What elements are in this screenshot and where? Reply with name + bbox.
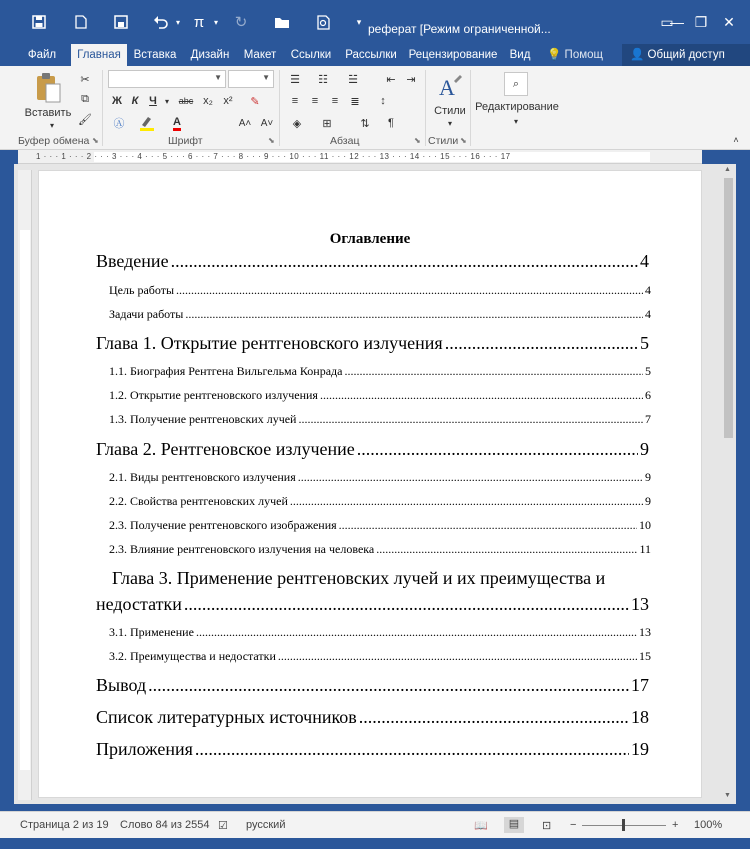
bullets-icon[interactable]: ☰	[290, 73, 300, 86]
toc-entry[interactable]	[96, 594, 649, 615]
toc-page-number: 9	[645, 470, 651, 484]
word-count[interactable]: Слово 84 из 2554	[120, 819, 210, 831]
italic-button[interactable]: К	[131, 95, 139, 107]
paste-label: Вставить	[24, 107, 72, 119]
tab-review[interactable]: Рецензирование	[408, 49, 498, 61]
tab-mailings[interactable]: Рассылки	[345, 49, 397, 61]
toc-leader	[357, 439, 638, 460]
toc-entry[interactable]	[109, 364, 651, 379]
toc-entry[interactable]	[109, 283, 651, 298]
toc-entry[interactable]	[96, 675, 649, 696]
toc-leader	[176, 283, 643, 298]
toc-entry-text: 3.2. Преимущества и недостатки	[109, 649, 276, 663]
toc-entry[interactable]	[109, 625, 651, 640]
proofing-icon[interactable]: ☑	[218, 820, 228, 832]
shading-icon[interactable]: ◈	[292, 117, 302, 130]
status-bar	[0, 811, 750, 838]
undo-icon[interactable]	[150, 12, 172, 32]
vertical-ruler[interactable]	[18, 170, 32, 800]
underline-dropdown-icon[interactable]: ▾	[164, 96, 169, 106]
toc-page-number: 15	[639, 649, 651, 663]
pi-label: π	[193, 13, 205, 31]
toc-leader	[320, 388, 643, 403]
zoom-in-button[interactable]: +	[672, 819, 679, 831]
toc-entry-text: Вывод	[96, 675, 147, 695]
font-name-combo[interactable]	[108, 70, 226, 88]
lightbulb-icon: 💡	[547, 49, 562, 61]
tab-layout[interactable]: Макет	[243, 49, 277, 61]
scroll-thumb[interactable]	[724, 178, 733, 438]
bold-button[interactable]: Ж	[112, 95, 122, 107]
toc-leader	[344, 364, 643, 379]
multilevel-list-icon[interactable]: ☱	[348, 73, 358, 86]
styles-button-label: Стили	[434, 105, 466, 117]
toc-entry[interactable]	[109, 307, 651, 322]
toc-page-number: 9	[645, 494, 651, 508]
horizontal-ruler[interactable]	[18, 150, 702, 164]
paragraph-group-label: Абзац	[330, 135, 360, 147]
toc-entry-text: Глава 1. Открытие рентгеновского излучения	[96, 333, 443, 353]
svg-text:A: A	[439, 75, 455, 100]
paste-button[interactable]	[30, 70, 66, 106]
font-color-button[interactable]	[168, 114, 186, 132]
toc-entry-text: Глава 2. Рентгеновское излучение	[96, 439, 355, 459]
toc-entry[interactable]	[109, 388, 651, 403]
format-painter-icon[interactable]: 🖌	[78, 113, 92, 126]
zoom-slider-handle[interactable]	[622, 819, 625, 831]
redo-icon: ↻	[234, 14, 248, 31]
toc-page-number: 13	[631, 594, 649, 614]
numbering-icon[interactable]: ☷	[318, 73, 328, 86]
folder-open-icon[interactable]	[272, 12, 292, 32]
tab-help[interactable]	[540, 44, 610, 66]
toc-leader	[185, 307, 643, 322]
toc-page-number: 18	[631, 707, 649, 727]
toc-leader	[195, 739, 629, 760]
toc-page-number: 4	[640, 251, 649, 271]
language-indicator[interactable]: русский	[246, 819, 286, 831]
toc-entry[interactable]	[96, 439, 649, 460]
toc-entry[interactable]	[109, 542, 651, 557]
toc-page-number: 13	[639, 625, 651, 639]
toc-entry-text: Задачи работы	[109, 307, 184, 321]
vertical-scrollbar[interactable]	[721, 164, 736, 804]
show-marks-icon[interactable]: ¶	[388, 117, 394, 129]
separator	[102, 70, 103, 146]
toc-entry[interactable]	[96, 333, 649, 354]
toc-entry-text: 1.2. Открытие рентгеновского излучения	[109, 388, 318, 402]
align-left-icon[interactable]: ≡	[291, 95, 299, 107]
scroll-down-icon[interactable]: ▼	[724, 792, 731, 799]
share-label: Общий доступ	[647, 49, 725, 61]
line-spacing-icon[interactable]: ↕	[380, 95, 386, 107]
align-center-icon[interactable]: ≡	[311, 95, 319, 107]
title-bar	[0, 0, 750, 44]
tab-home[interactable]: Главная	[71, 44, 127, 66]
toc-page-number: 6	[645, 388, 651, 402]
decrease-indent-icon[interactable]: ⇤	[386, 73, 396, 86]
copy-icon[interactable]: ⧉	[81, 92, 89, 105]
equation-dropdown-icon[interactable]: ▾	[213, 17, 218, 27]
font-color-letter: A	[173, 116, 181, 131]
toc-leader	[339, 518, 637, 533]
customize-quick-access-icon[interactable]: ▾	[356, 16, 362, 27]
editing-dropdown-icon[interactable]: ▾	[513, 116, 518, 126]
restore-button[interactable]	[686, 14, 716, 31]
increase-indent-icon[interactable]: ⇥	[406, 73, 416, 86]
tab-insert[interactable]: Вставка	[133, 49, 177, 61]
web-layout-icon[interactable]: ⊡	[542, 820, 552, 832]
align-right-icon[interactable]: ≡	[331, 95, 339, 107]
toc-entry[interactable]	[96, 739, 649, 760]
toc-entry-text: Цель работы	[109, 283, 175, 297]
text-effects-icon[interactable]: Ⓐ	[113, 118, 125, 130]
zoom-level[interactable]: 100%	[694, 819, 723, 831]
toc-entry[interactable]	[109, 470, 651, 485]
scroll-up-icon[interactable]: ▲	[724, 166, 731, 173]
toc-entry-text: Введение	[96, 251, 169, 271]
strikethrough-button[interactable]: abc	[178, 96, 194, 106]
tab-design[interactable]: Дизайн	[190, 49, 230, 61]
save-icon[interactable]	[28, 12, 50, 32]
highlight-icon[interactable]	[138, 114, 156, 132]
font-size-combo[interactable]	[228, 70, 274, 88]
restore-icon: ❐	[694, 14, 708, 30]
shrink-font-button[interactable]: A˅	[260, 117, 274, 129]
window-title: реферат [Режим ограниченной...	[368, 22, 551, 36]
separator	[425, 70, 426, 146]
toc-entry[interactable]	[109, 494, 651, 509]
toc-entry[interactable]	[109, 649, 651, 664]
share-button[interactable]	[622, 44, 750, 66]
chevron-down-icon: ▼	[262, 73, 270, 82]
toc-page-number: 5	[645, 364, 651, 378]
toc-entry-text: недостатки	[96, 594, 182, 614]
toc-page-number: 7	[645, 412, 651, 426]
toc-leader	[290, 494, 643, 509]
borders-icon[interactable]: ⊞	[322, 117, 332, 130]
tab-view[interactable]: Вид	[509, 49, 531, 61]
sort-icon[interactable]: ⇅	[360, 117, 370, 130]
editing-button[interactable]: Редактирование	[475, 101, 559, 113]
window-border	[0, 838, 750, 849]
grow-font-button[interactable]: A˄	[238, 117, 252, 129]
ruler-numbers: 1 · · · 1 · · · 2 · · · 3 · · · 4 · · · 5 · · · 6 · · · 7 · · · 8 · · · 9 · · · 10 · · · 11 · · · 12 · · · 13 · · · 14 · · · 15 · · · 16 · · · 17	[36, 152, 511, 161]
undo-dropdown-icon[interactable]: ▾	[175, 17, 180, 27]
toc-entry-text: 2.2. Свойства рентгеновских лучей	[109, 494, 288, 508]
toc-page-number: 9	[640, 439, 649, 459]
toc-entry[interactable]	[109, 412, 651, 427]
toc-title: Оглавление	[329, 231, 411, 247]
tab-references[interactable]: Ссылки	[290, 49, 332, 61]
toc-entry-text: 3.1. Применение	[109, 625, 194, 639]
toc-page-number: 19	[631, 739, 649, 759]
font-launcher-icon[interactable]: ⬊	[268, 136, 275, 145]
person-icon: 👤	[630, 49, 645, 61]
close-button[interactable]	[714, 14, 744, 31]
toc-entry-text-line1[interactable]: Глава 3. Применение рентгеновских лучей и их преимущества и	[112, 568, 606, 588]
collapse-ribbon-icon[interactable]: ˄	[733, 135, 739, 145]
equation-button[interactable]	[190, 12, 208, 32]
close-icon: ✕	[723, 14, 735, 30]
subscript-button[interactable]: x₂	[203, 95, 213, 107]
underline-button[interactable]: Ч	[149, 95, 157, 107]
toc-leader	[278, 649, 637, 664]
clear-formatting-icon[interactable]: ✎	[250, 95, 260, 108]
print-preview-icon[interactable]	[314, 12, 334, 32]
toc-leader	[298, 412, 643, 427]
styles-dropdown-icon[interactable]: ▾	[447, 118, 452, 128]
ruler-text-area	[20, 230, 30, 770]
styles-icon[interactable]	[432, 70, 468, 104]
styles-group-label: Стили	[428, 135, 459, 147]
document-page[interactable]	[38, 170, 702, 798]
page-count[interactable]: Страница 2 из 19	[20, 819, 109, 831]
minimize-icon: —	[670, 14, 684, 30]
toc-entry-text: 2.3. Получение рентгеновского изображения	[109, 518, 337, 532]
print-layout-icon[interactable]: ▤	[504, 817, 524, 833]
ribbon-display-options-icon[interactable]: ▭	[660, 14, 674, 30]
toc-leader	[376, 542, 637, 557]
separator	[470, 70, 471, 146]
toc-leader	[298, 470, 643, 485]
toc-leader	[184, 594, 629, 615]
toc-entry[interactable]	[96, 251, 649, 272]
toc-leader	[171, 251, 638, 272]
toc-entry-text: 2.3. Влияние рентгеновского излучения на человека	[109, 542, 375, 556]
clipboard-launcher-icon[interactable]: ⬊	[92, 136, 99, 145]
font-group-label: Шрифт	[168, 135, 203, 147]
separator	[279, 70, 280, 146]
tab-file[interactable]: Файл	[27, 49, 57, 61]
paragraph-launcher-icon[interactable]: ⬊	[414, 136, 421, 145]
ribbon-tabs	[0, 44, 750, 66]
toc-leader	[359, 707, 629, 728]
toc-leader	[445, 333, 638, 354]
help-label: Помощ	[564, 49, 603, 61]
toc-entry[interactable]	[109, 518, 651, 533]
toc-entry-text: 1.3. Получение рентгеновских лучей	[109, 412, 297, 426]
ribbon	[0, 66, 750, 150]
paste-dropdown-icon[interactable]: ▾	[49, 120, 54, 130]
justify-icon[interactable]: ≣	[350, 95, 360, 108]
toc-entry-text: 2.1. Виды рентгеновского излучения	[109, 470, 296, 484]
toc-page-number: 5	[640, 333, 649, 353]
save-as-icon[interactable]	[110, 12, 132, 32]
toc-entry[interactable]	[96, 707, 649, 728]
cut-icon[interactable]: ✂	[80, 73, 90, 86]
toc-entry-text: 1.1. Биография Рентгена Вильгельма Конрада	[109, 364, 343, 378]
toc-entry-text: Список литературных источников	[96, 707, 357, 727]
toc-page-number: 10	[639, 518, 651, 532]
toc-page-number: 11	[639, 542, 651, 556]
read-mode-icon[interactable]: 📖	[474, 820, 488, 832]
toc-page-number: 4	[645, 283, 651, 297]
toc-entry-text: Приложения	[96, 739, 193, 759]
zoom-out-button[interactable]: −	[570, 819, 577, 831]
superscript-button[interactable]: x²	[223, 95, 233, 107]
styles-launcher-icon[interactable]: ⬊	[460, 136, 467, 145]
toc-leader	[196, 625, 637, 640]
toc-leader	[148, 675, 629, 696]
toc-page-number: 4	[645, 307, 651, 321]
toc-page-number: 17	[631, 675, 649, 695]
chevron-down-icon: ▼	[214, 73, 222, 82]
clipboard-group-label: Буфер обмена	[18, 135, 90, 147]
search-icon[interactable]: ⌕	[504, 72, 528, 96]
new-document-icon[interactable]	[70, 12, 92, 32]
